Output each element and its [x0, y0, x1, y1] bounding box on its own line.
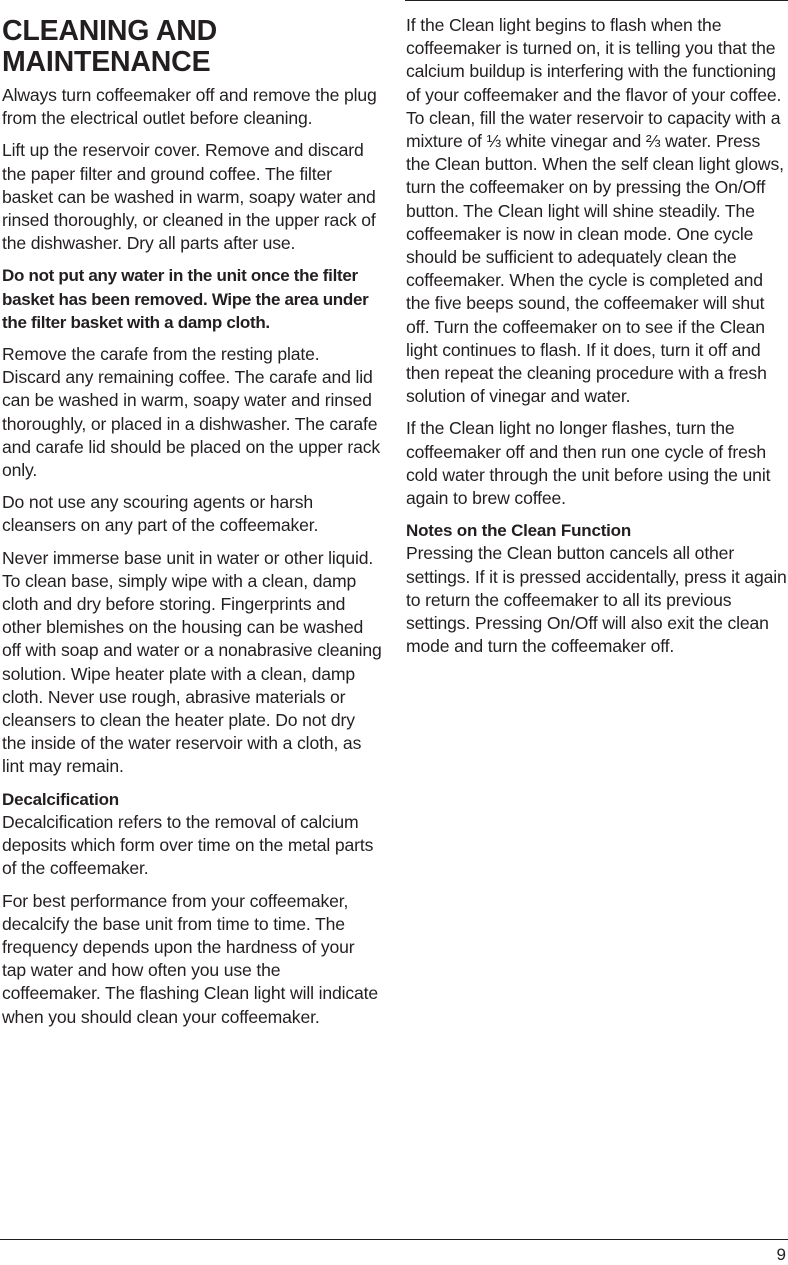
footer-rule [0, 1239, 788, 1240]
clean-notes-block [406, 519, 788, 658]
clean-notes-text: Pressing the Clean button cancels all other settings. If it is pressed accidentally, press it again to return the coffeemaker to all its previous settings. Pressing On/Off will also exit the clean mode and turn the coffeemaker off. [406, 543, 787, 657]
warning-paragraph: Do not put any water in the unit once the filter basket has been removed. Wipe the area under the filter basket with a damp cloth. [2, 266, 369, 332]
base-unit-paragraph: Never immerse base unit in water or other liquid. To clean base, simply wipe with a clean, damp cloth and dry before storing. Fingerprints and other blemishes on the housing can be washed off with soap and water or a nonabrasive cleaning solution. Wipe heater plate with a clean, damp cloth. Never use rough, abrasive materials or cleansers to clean the heater plate. Do not dry the inside of the water reservoir with a cloth, as lint may remain. [2, 547, 382, 777]
clean-light-paragraph: If the Clean light begins to flash when the coffeemaker is turned on, it is telling you that the calcium buildup is interfering with the functioning of your coffeemaker and the flavor of your coffee. To clean, fill the water reservoir to capacity with a mixture of ⅓ white vinegar and ⅔ water. Press the Clean button. When the self clean light glows, turn the coffeemaker on by pressing the On/Off button. The Clean light will shine steadily. The coffeemaker is now in clean mode. One cycle should be sufficient to adequately clean the coffeemaker. When the cycle is completed and the five beeps sound, the coffeemaker will shut off. Turn the coffeemaker on to see if the Clean light continues to flash. If it does, turn it off and then repeat the cleaning procedure with a fresh solution of vinegar and water. [406, 15, 784, 407]
section-heading: CLEANING AND MAINTENANCE [2, 15, 218, 78]
clean-light-off-paragraph: If the Clean light no longer flashes, turn the coffeemaker off and then run one cycle of fresh cold water through the unit before using the unit again to brew coffee. [406, 418, 771, 509]
right-column [406, 14, 788, 667]
left-column [2, 0, 382, 1038]
unplug-paragraph: Always turn coffeemaker off and remove the plug from the electrical outlet before cleaning. [2, 85, 377, 129]
decalcification-heading: Decalcification [2, 789, 119, 809]
decalcification-definition: Decalcification refers to the removal of calcium deposits which form over time on the metal parts of the coffeemaker. [2, 811, 374, 879]
scouring-paragraph: Do not use any scouring agents or harsh cleansers on any part of the coffeemaker. [2, 492, 319, 536]
carafe-paragraph: Remove the carafe from the resting plate. Discard any remaining coffee. The carafe and lid can be washed in warm, soapy water and rinsed thoroughly, or placed in a dishwasher. The carafe and carafe lid should be placed on the upper rack only. [2, 344, 381, 481]
reservoir-paragraph: Lift up the reservoir cover. Remove and discard the paper filter and ground coffee. The filter basket can be washed in warm, soapy water and rinsed thoroughly, or cleaned in the upper rack of the dishwasher. Dry all parts after use. [2, 140, 376, 254]
top-rule [405, 0, 788, 1]
decalcification-block [2, 788, 382, 881]
decalcify-frequency-paragraph: For best performance from your coffeemaker, decalcify the base unit from time to time. The frequency depends upon the hardness of your tap water and how often you use the coffeemaker. The flashing Clean light will indicate when you should clean your coffeemaker. [2, 890, 379, 1027]
page-number: 9 [776, 1245, 786, 1264]
clean-notes-heading: Notes on the Clean Function [406, 521, 632, 541]
